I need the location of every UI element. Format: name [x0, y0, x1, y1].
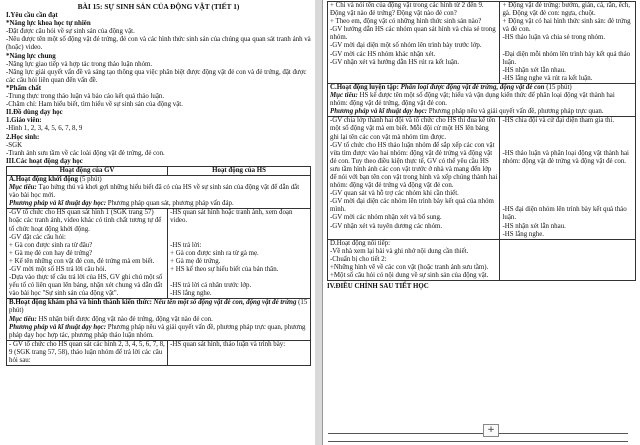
activity-b-title-rest: Nêu tên một số động vật đẻ con, động vật đẻ trứng [151, 299, 297, 307]
left-page [0, 0, 315, 445]
teacher-line: + Kể tên những con vật đẻ con, đẻ trứng mà em biết. [9, 257, 155, 265]
page-gutter [315, 0, 322, 445]
writing-line [328, 441, 628, 442]
teacher-line: -GV đặt các câu hỏi: [9, 233, 66, 241]
activity-c-method: Phương pháp nêu và giải quyết vấn đề, phương pháp trực quan. [427, 108, 604, 116]
student-line: -HS trả lời: [170, 241, 202, 249]
activity-b-teacher-cell: - GV tổ chức cho HS quan sát các hình 2, 3, 4, 5, 6, 7, 8, 9 (SGK trang 57, 58), thảo luận nhóm để trả lời các câu hỏi sau: [7, 340, 168, 365]
teacher-line: + Gà con được sinh ra từ đâu? [9, 241, 93, 249]
activity-a-time: (5 phút) [77, 175, 102, 183]
section-materials: II.Đồ dùng dạy học [6, 109, 63, 117]
body-line: -Đặt được câu hỏi về sự sinh sản của động vật. [6, 28, 135, 36]
activities-table [6, 166, 311, 366]
label-method: Phương pháp và kĩ thuật dạy học: [9, 323, 107, 331]
activity-c-student-cell: -HS chia đội và cử đại diện tham gia thi. -HS thảo luận và phân loại động vật thành hai nhóm: động vật đẻ trứng và động vật đẻ con. -HS đại diện nhóm lên trình bày kết quả thảo luận. -HS nhận xét lẫn nhau. -HS lắng nghe. [500, 117, 636, 239]
subsection-science-competence: *Năng lực khoa học tự nhiên [6, 20, 91, 28]
header-student: Hoạt động của HS [168, 166, 311, 175]
label-target: Mục tiêu: [330, 92, 358, 100]
add-section-button[interactable]: + [483, 424, 499, 437]
activity-b-target: HS nhận biết được động vật nào đẻ trứng, động vật nào đẻ con. [36, 315, 213, 323]
student-line: -HS quan sát hình hoặc tranh ảnh, xem đoạn video. [170, 209, 293, 225]
subsection-general-competence: *Năng lực chung [6, 52, 56, 60]
section-activities: III.Các hoạt động dạy học [6, 157, 83, 165]
body-line: -Tranh ảnh sưu tầm về các loài động vật đẻ trứng, đẻ con. [6, 149, 165, 157]
body-line: -Trung thực trong thảo luận và báo cáo kết quả thảo luận. [6, 93, 165, 101]
body-line: -Nêu được tên một số động vật đẻ trứng, đẻ con và các hình thức sinh sản của chúng qua quan sát tranh ảnh và (hoặc) video. [6, 36, 311, 52]
label-method: Phương pháp và kĩ thuật dạy học: [330, 108, 428, 116]
subsection-teacher: 1.Giáo viên: [6, 117, 42, 125]
header-teacher: Hoạt động của GV [7, 166, 168, 175]
activity-a-student-cell [168, 209, 311, 299]
activity-b-header [7, 299, 311, 340]
activity-c-header [328, 83, 636, 116]
activity-b-title: B.Hoạt động khám phá và hình thành kiến thức: [9, 299, 152, 307]
label-method: Phương pháp và kĩ thuật dạy học: [9, 200, 107, 208]
teacher-line: -GV mời một số HS trả lời câu hỏi. [9, 266, 107, 273]
writing-line [328, 433, 628, 434]
activity-d-empty-cell [500, 239, 636, 280]
activity-c-title: C.Hoạt động luyện tập: [330, 83, 399, 91]
body-line: -Hình 1, 2, 3, 4, 5, 6, 7, 8, 9 [6, 125, 83, 133]
student-line: + Gà mẹ đẻ trứng. [170, 257, 221, 265]
activity-b-student-cell: -HS quan sát hình, thảo luận và trình bày: [168, 340, 311, 365]
activity-c-teacher-cell: -GV chia lớp thành hai đội và tổ chức cho HS thi đua kể tên một số động vật mà em biết. Mỗi đội cử một HS lên bảng ghi lại tên các con vật mà nhóm tìm được. -GV tổ chức cho HS thảo luận nhóm để sắp xếp các con vật vừa tìm được vào hai nhóm: động vật đẻ trứng và động vật đẻ con. Tuy theo điều kiện thực tế, GV có thể yêu cầu HS sưu tầm hình ảnh các con vật trước ở nhà và mang đến lớp để nói với bạn tên con vật trong hình và xếp chúng thành hai nhóm: động vật đẻ trứng và động vật đẻ con. -GV quan sát và hỗ trợ các nhóm khi cần thiết. -GV mời đại diện các nhóm lên trình bày kết quả của nhóm mình. -GV mời các nhóm nhận xét và bổ sung. -GV nhận xét và tuyên dương các nhóm. [328, 117, 500, 239]
subsection-qualities: *Phẩm chất [6, 84, 42, 92]
activity-d-cell: D.Hoạt động nối tiếp: -Về nhà xem lại bài và ghi nhớ nội dung cần thiết. -Chuẩn bị cho tiết 2: +Những hình vẽ về các con vật (hoặc tranh ảnh sưu tầm). +Một số câu hỏi có nội dung về sự sinh sản của động vật. [328, 239, 500, 280]
teacher-line: -Dựa vào thực tế câu trả lời của HS, GV ghi chú một số yếu tố có liên quan lên bảng, nhận xét chung và dẫn dắt vào bài học "Sự sinh sản của động vật". [9, 274, 163, 298]
activity-a-target: Tạo hứng thú và khơi gợi những hiểu biết đã có của HS về sự sinh sản của động vật để dẫn dắt vào bài học mới. [9, 184, 300, 200]
body-line: -Năng lực giải quyết vấn đề và sáng tạo thông qua việc phân biệt được động vật đẻ con và đẻ trứng, đặt được các câu hỏi liên quan đến vấn đề. [6, 68, 307, 84]
body-line: -SGK [6, 141, 23, 149]
activity-c-title-rest: Phân loại được động vật đẻ trứng, động vật đẻ con [398, 83, 545, 91]
body-line: -Chăm chỉ: Ham hiểu biết, tìm hiểu về sự sinh sản của động vật. [6, 101, 183, 109]
activity-a-teacher-cell [7, 209, 168, 299]
lesson-title: BÀI 15: SỰ SINH SẢN CỦA ĐỘNG VẬT (TIẾT 1) [77, 2, 240, 11]
activities-table-continued [327, 1, 636, 281]
spacer [170, 274, 308, 282]
student-line: + HS kể theo sự hiểu biết của bản thân. [170, 265, 279, 273]
activity-b-method: Phương pháp nêu và giải quyết vấn đề, phương pháp trực quan, phương pháp dạy học hợp tác, phương pháp thảo luận nhóm. [9, 323, 306, 339]
section-requirements: I.Yêu cầu cần đạt [6, 12, 58, 20]
teacher-line: + Gà mẹ đẻ con hay đẻ trứng? [9, 249, 93, 257]
activity-a-header [7, 175, 311, 208]
student-line: -HS trả lời cá nhân trước lớp. [170, 281, 252, 289]
teacher-line: -GV tổ chức cho HS quan sát hình 1 (SGK trang 57) hoặc các tranh ảnh, video khác có tình chất tương tự để tổ chức hoạt động khởi động. [9, 209, 162, 233]
activity-c-target: HS kể được tên một số động vật; hiểu và vận dụng kiến thức để phân loại động vật thành hai nhóm: động vật đẻ trứng, động vật đẻ con. [330, 92, 615, 108]
label-target: Mục tiêu: [9, 184, 37, 192]
activity-b-student-continued: + Động vật đẻ trứng: bướm, gián, cá, rắn, ếch, gà. Động vật đẻ con: ngựa, chuột. + Động vật có hai hình thức sinh sản: đẻ trứng và đẻ con. -HS thảo luận và chia sẻ trong nhóm. -Đại diện mỗi nhóm lên trình bày kết quả thảo luận. -HS nhận xét lẫn nhau. -HS lắng nghe và rút ra kết luận. [500, 2, 636, 84]
activity-b-time: (15 phút) [9, 299, 308, 315]
subsection-student: 2.Học sinh: [6, 133, 40, 141]
activity-a-title: A.Hoạt động khởi động [9, 175, 78, 183]
activity-b-teacher-continued: + Chỉ và nói tên của động vật trong các hình từ 2 đến 9. Động vật nào đẻ trứng? Động vật nào đẻ con? + Theo em, động vật có những hình thức sinh sản nào? -GV hướng dẫn HS các nhóm quan sát hình và chia sẻ trong nhóm. -GV mời đại diện một số nhóm lên trình bày trước lớp. -GV mời các HS nhóm khác nhận xét. -GV nhận xét và hướng dẫn HS rút ra kết luận. [328, 2, 500, 84]
right-page [322, 0, 640, 445]
spacer [170, 226, 308, 242]
body-line: -Năng lực giao tiếp và hợp tác trong thảo luận nhóm. [6, 60, 153, 68]
student-line: -HS lắng nghe. [170, 290, 212, 297]
activity-c-time: (15 phút) [544, 83, 572, 91]
label-target: Mục tiêu: [9, 315, 37, 323]
student-line: + Gà con được sinh ra từ gà mẹ. [170, 249, 259, 257]
activity-a-method: Phương pháp quan sát, phương pháp vấn đáp. [106, 200, 234, 208]
section-adjustment: IV.ĐIỀU CHỈNH SAU TIẾT HỌC [327, 283, 429, 291]
